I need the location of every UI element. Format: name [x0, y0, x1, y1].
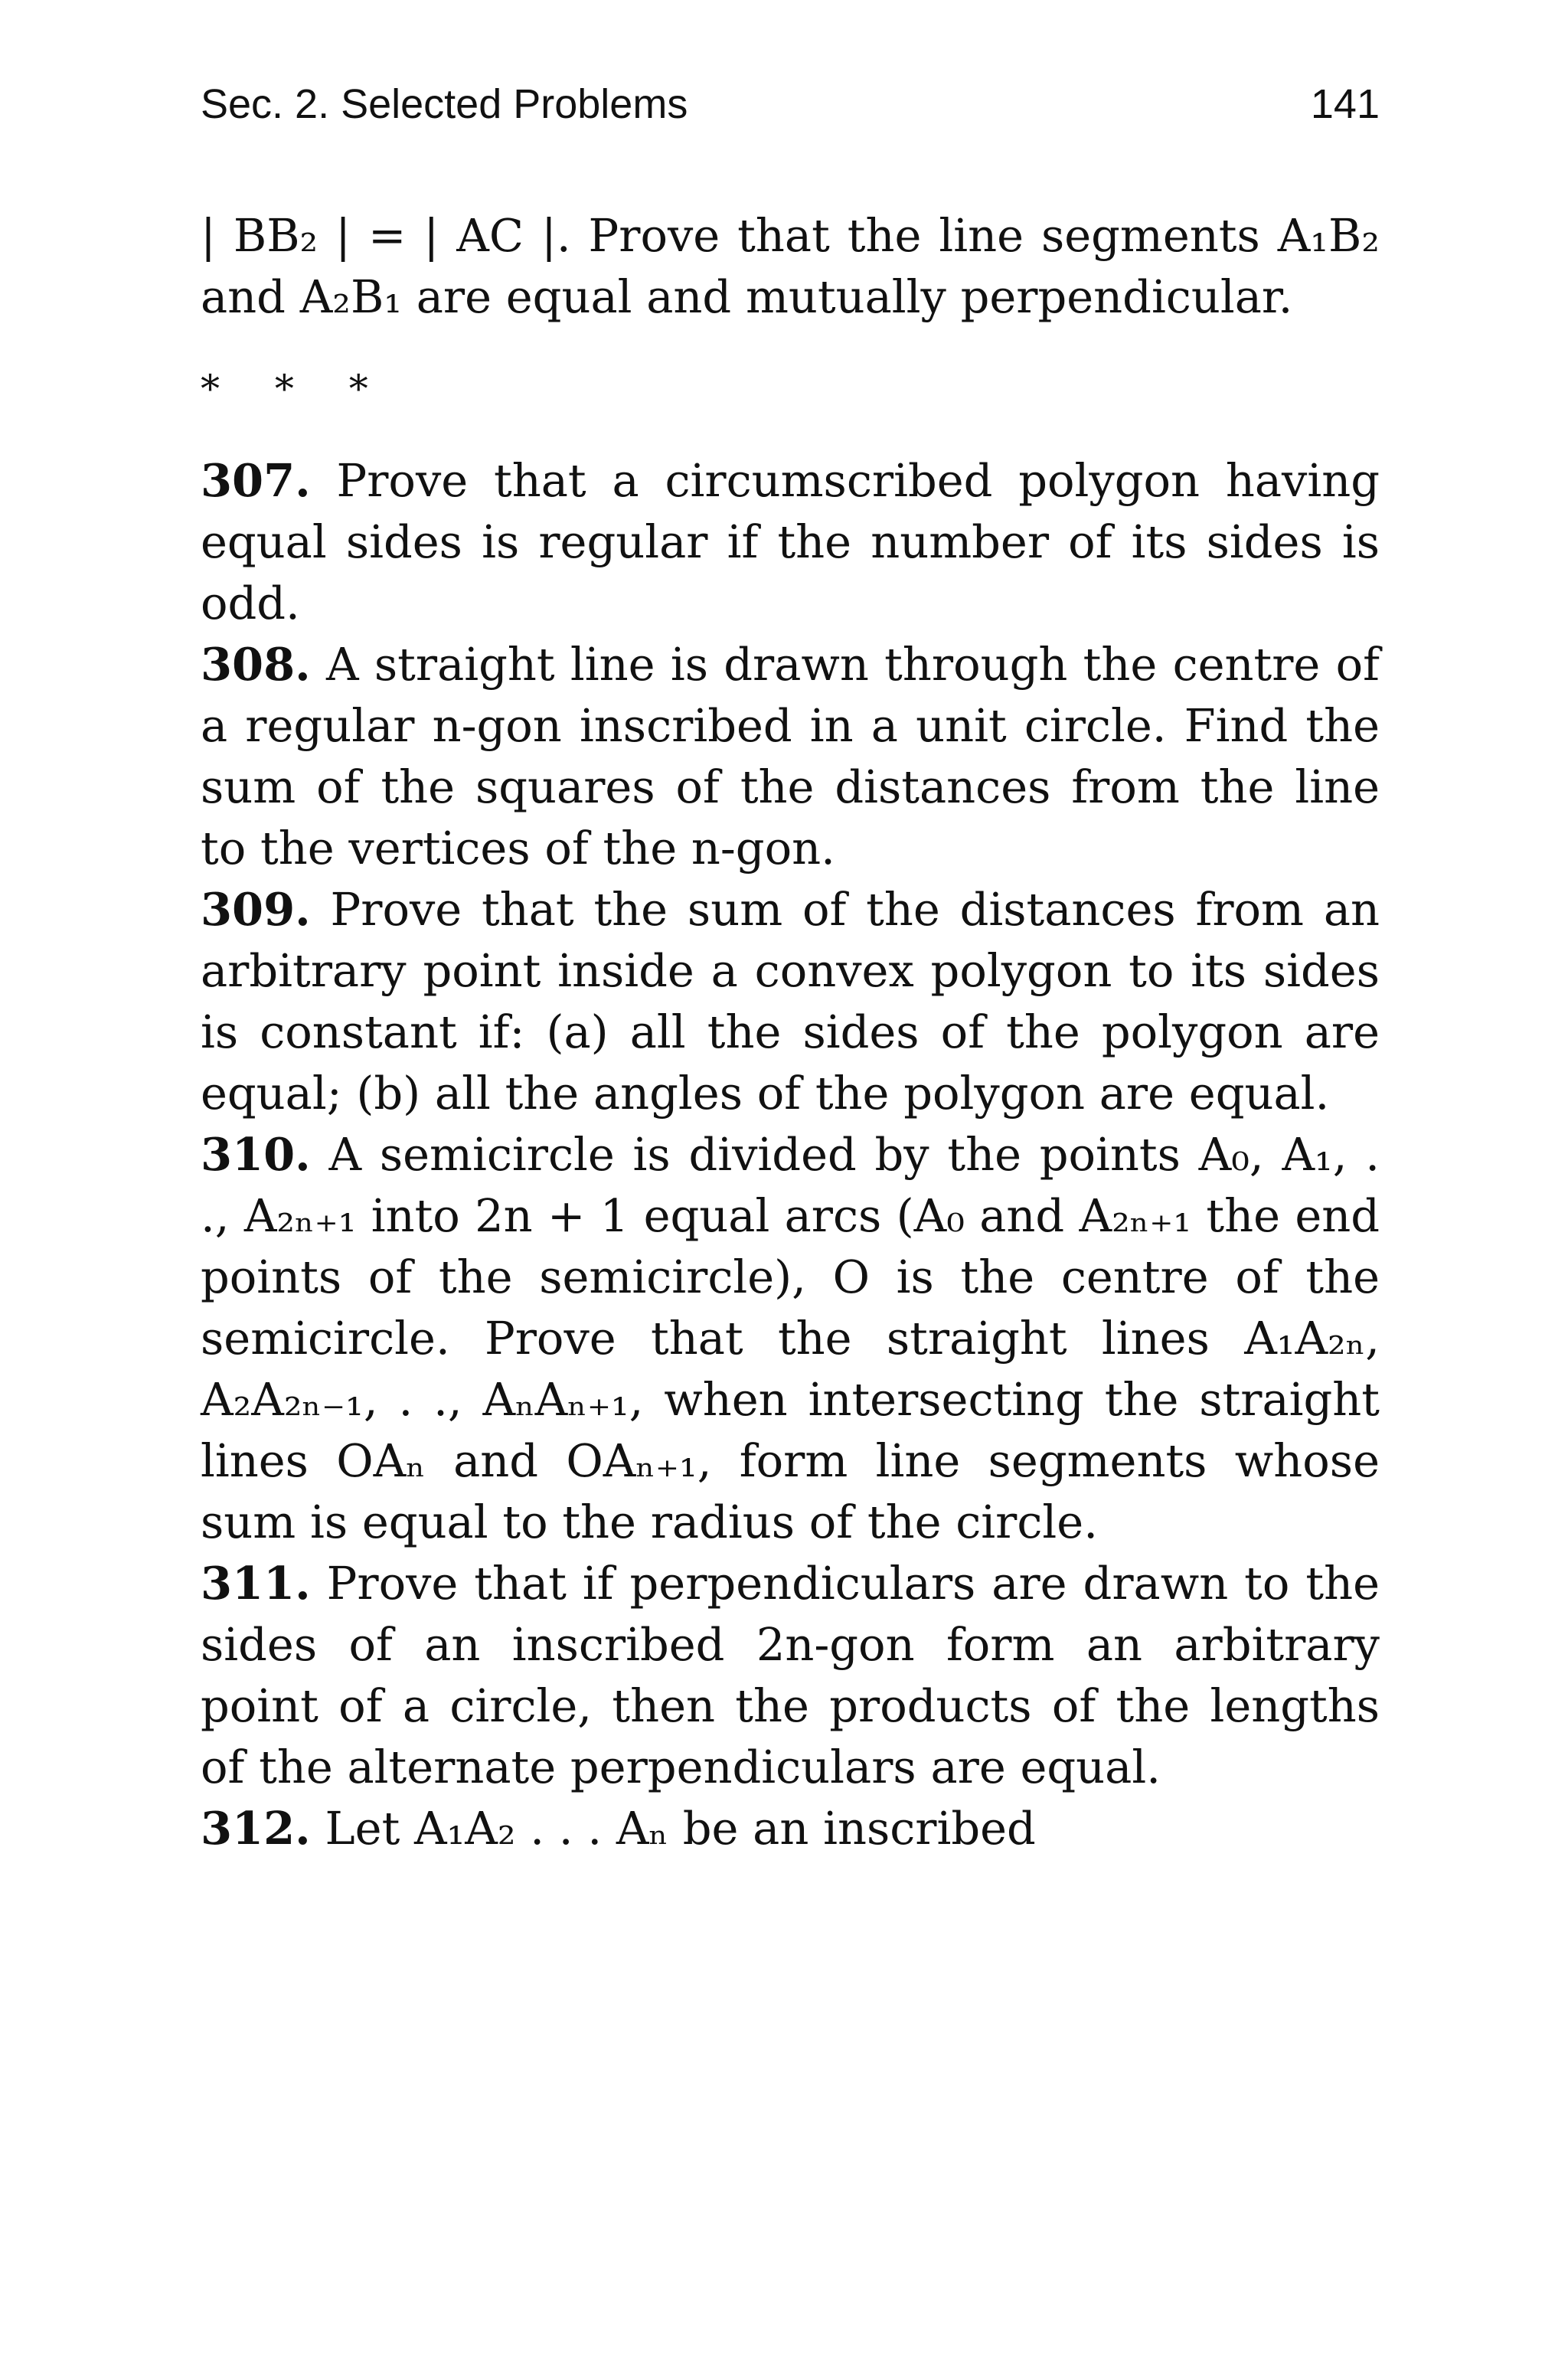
continuation-text: Prove that the line segments A₁B₂ and A₂B₁ are equal and mutually perpendicular. — [201, 209, 1380, 323]
section-separator: * * * — [201, 367, 390, 411]
problem-text: Prove that the sum of the distances from an arbitrary point inside a convex polygon to its sides is constant if: (a) all the sides of the polygon are equal; (b) all the angles of the polygon are equal. — [201, 883, 1380, 1120]
problem-text: A semicircle is divided by the points A₀, A₁, . ., A₂ₙ₊₁ into 2n + 1 equal arcs (A₀ and A₂ₙ₊₁ the end points of the semicircle), O is the centre of the semicircle. Prove that the straight lines A₁A₂ₙ, A₂A₂ₙ₋₁, . ., AₙAₙ₊₁, when intersecting the straight lines OAₙ and OAₙ₊₁, form line segments whose sum is equal to the radius of the circle. — [201, 1128, 1380, 1548]
problem-number: 311. — [201, 1557, 311, 1610]
page-body — [201, 205, 1380, 1859]
running-head — [201, 74, 1380, 135]
problem-text: A straight line is drawn through the centre of a regular n-gon inscribed in a unit circle. Find the sum of the squares of the distances from the line to the vertices of the n-gon. — [201, 638, 1380, 875]
problem-number: 309. — [201, 883, 311, 936]
section-title: Sec. 2. Selected Problems — [201, 81, 688, 127]
problem-text: Let A₁A₂ . . . Aₙ be an inscribed — [325, 1802, 1036, 1855]
problem-number: 310. — [201, 1128, 311, 1181]
problem-308 — [201, 634, 1380, 879]
book-page — [201, 74, 1380, 1859]
page-number: 141 — [1310, 81, 1380, 127]
continuation-paragraph — [201, 205, 1380, 328]
problem-312 — [201, 1798, 1380, 1859]
problem-text: Prove that if perpendiculars are drawn to the sides of an inscribed 2n-gon form an arbitrary point of a circle, then the products of the lengths of the alternate perpendiculars are equal. — [201, 1557, 1380, 1793]
continuation-lead: | BB₂ | = | AC |. — [201, 209, 571, 262]
problem-text: Prove that a circumscribed polygon having equal sides is regular if the number of its sides is odd. — [201, 454, 1380, 629]
problem-number: 308. — [201, 638, 311, 691]
problem-307 — [201, 450, 1380, 634]
problem-311 — [201, 1553, 1380, 1798]
problem-number: 307. — [201, 454, 311, 507]
problem-309 — [201, 879, 1380, 1124]
problem-310 — [201, 1124, 1380, 1553]
problem-number: 312. — [201, 1802, 311, 1855]
